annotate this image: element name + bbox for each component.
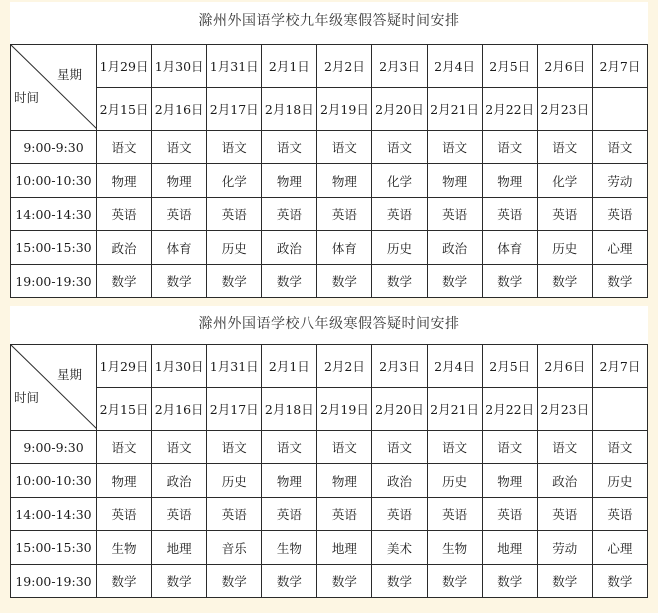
subject-cell: 历史 bbox=[537, 231, 592, 265]
date-cell: 2月18日 bbox=[262, 88, 317, 131]
table-row bbox=[11, 164, 648, 198]
subject-cell: 英语 bbox=[152, 198, 207, 231]
subject-cell: 英语 bbox=[592, 198, 647, 231]
subject-cell: 数学 bbox=[97, 565, 152, 598]
time-slot-cell: 14:00-14:30 bbox=[11, 198, 97, 231]
subject-cell: 物理 bbox=[427, 164, 482, 198]
subject-cell: 英语 bbox=[207, 198, 262, 231]
subject-cell: 历史 bbox=[207, 464, 262, 498]
subject-cell: 数学 bbox=[592, 265, 647, 298]
date-cell: 2月19日 bbox=[317, 388, 372, 431]
date-cell: 2月6日 bbox=[537, 45, 592, 88]
subject-cell: 英语 bbox=[262, 498, 317, 531]
subject-cell: 数学 bbox=[592, 565, 647, 598]
subject-cell: 劳动 bbox=[592, 164, 647, 198]
date-cell: 2月16日 bbox=[152, 88, 207, 131]
date-cell: 2月19日 bbox=[317, 88, 372, 131]
time-slot-cell: 10:00-10:30 bbox=[11, 464, 97, 498]
date-cell: 2月18日 bbox=[262, 388, 317, 431]
subject-cell: 英语 bbox=[152, 498, 207, 531]
subject-cell: 体育 bbox=[482, 231, 537, 265]
subject-cell: 地理 bbox=[317, 531, 372, 565]
corner-week-label: 星期 bbox=[56, 67, 82, 82]
subject-cell: 数学 bbox=[207, 265, 262, 298]
subject-cell: 政治 bbox=[97, 231, 152, 265]
subject-cell: 数学 bbox=[427, 565, 482, 598]
subject-cell: 英语 bbox=[97, 198, 152, 231]
subject-cell: 语文 bbox=[262, 431, 317, 464]
subject-cell: 历史 bbox=[427, 464, 482, 498]
date-cell: 2月22日 bbox=[482, 388, 537, 431]
subject-cell: 历史 bbox=[592, 464, 647, 498]
subject-cell: 语文 bbox=[592, 131, 647, 164]
date-cell: 2月4日 bbox=[427, 45, 482, 88]
subject-cell: 数学 bbox=[317, 565, 372, 598]
subject-cell: 物理 bbox=[97, 164, 152, 198]
date-cell: 1月31日 bbox=[207, 345, 262, 388]
subject-cell: 物理 bbox=[317, 464, 372, 498]
subject-cell: 语文 bbox=[152, 131, 207, 164]
subject-cell: 数学 bbox=[372, 565, 427, 598]
subject-cell: 数学 bbox=[97, 265, 152, 298]
table-row bbox=[11, 265, 648, 298]
subject-cell: 美术 bbox=[372, 531, 427, 565]
subject-cell: 英语 bbox=[592, 498, 647, 531]
date-cell: 2月7日 bbox=[592, 45, 647, 88]
subject-cell: 英语 bbox=[207, 498, 262, 531]
date-cell: 1月30日 bbox=[152, 45, 207, 88]
subject-cell: 数学 bbox=[262, 565, 317, 598]
time-slot-cell: 9:00-9:30 bbox=[11, 131, 97, 164]
subject-cell: 英语 bbox=[482, 498, 537, 531]
date-cell bbox=[592, 388, 647, 431]
subject-cell: 英语 bbox=[482, 198, 537, 231]
subject-cell: 历史 bbox=[372, 231, 427, 265]
grade9-schedule-table bbox=[10, 44, 648, 298]
table-row bbox=[11, 531, 648, 565]
date-cell: 2月21日 bbox=[427, 388, 482, 431]
subject-cell: 政治 bbox=[262, 231, 317, 265]
subject-cell: 数学 bbox=[207, 565, 262, 598]
corner-header-cell bbox=[11, 345, 97, 431]
date-cell: 2月7日 bbox=[592, 345, 647, 388]
subject-cell: 数学 bbox=[152, 565, 207, 598]
subject-cell: 英语 bbox=[427, 198, 482, 231]
subject-cell: 化学 bbox=[537, 164, 592, 198]
subject-cell: 体育 bbox=[317, 231, 372, 265]
date-cell: 2月15日 bbox=[97, 88, 152, 131]
grade8-title: 滁州外国语学校八年级寒假答疑时间安排 bbox=[198, 316, 460, 332]
subject-cell: 地理 bbox=[482, 531, 537, 565]
date-cell: 2月23日 bbox=[537, 88, 592, 131]
date-cell: 1月29日 bbox=[97, 345, 152, 388]
subject-cell: 语文 bbox=[317, 431, 372, 464]
date-cell: 1月31日 bbox=[207, 45, 262, 88]
subject-cell: 生物 bbox=[262, 531, 317, 565]
table-row bbox=[11, 565, 648, 598]
subject-cell: 化学 bbox=[207, 164, 262, 198]
subject-cell: 语文 bbox=[537, 431, 592, 464]
time-slot-cell: 19:00-19:30 bbox=[11, 565, 97, 598]
subject-cell: 数学 bbox=[482, 565, 537, 598]
subject-cell: 物理 bbox=[482, 464, 537, 498]
subject-cell: 语文 bbox=[482, 131, 537, 164]
date-cell: 2月4日 bbox=[427, 345, 482, 388]
subject-cell: 英语 bbox=[537, 198, 592, 231]
date-cell: 2月16日 bbox=[152, 388, 207, 431]
subject-cell: 英语 bbox=[317, 198, 372, 231]
grade8-schedule-table bbox=[10, 344, 648, 598]
date-cell: 2月1日 bbox=[262, 345, 317, 388]
grade9-title: 滁州外国语学校九年级寒假答疑时间安排 bbox=[198, 13, 460, 29]
subject-cell: 数学 bbox=[152, 265, 207, 298]
subject-cell: 语文 bbox=[97, 131, 152, 164]
date-row-2 bbox=[11, 388, 648, 431]
subject-cell: 数学 bbox=[317, 265, 372, 298]
subject-cell: 物理 bbox=[262, 464, 317, 498]
subject-cell: 历史 bbox=[207, 231, 262, 265]
subject-cell: 物理 bbox=[482, 164, 537, 198]
date-cell: 2月23日 bbox=[537, 388, 592, 431]
subject-cell: 政治 bbox=[372, 464, 427, 498]
subject-cell: 生物 bbox=[97, 531, 152, 565]
subject-cell: 语文 bbox=[427, 131, 482, 164]
corner-time-label: 时间 bbox=[14, 90, 40, 105]
table-row bbox=[11, 464, 648, 498]
subject-cell: 物理 bbox=[97, 464, 152, 498]
date-row-2 bbox=[11, 88, 648, 131]
subject-cell: 英语 bbox=[372, 498, 427, 531]
date-cell: 2月21日 bbox=[427, 88, 482, 131]
date-cell: 2月17日 bbox=[207, 388, 262, 431]
table-row bbox=[11, 498, 648, 531]
subject-cell: 英语 bbox=[317, 498, 372, 531]
date-cell: 2月3日 bbox=[372, 345, 427, 388]
date-cell: 2月5日 bbox=[482, 45, 537, 88]
time-slot-cell: 15:00-15:30 bbox=[11, 231, 97, 265]
date-cell: 2月15日 bbox=[97, 388, 152, 431]
subject-cell: 劳动 bbox=[537, 531, 592, 565]
subject-cell: 数学 bbox=[537, 565, 592, 598]
subject-cell: 英语 bbox=[372, 198, 427, 231]
date-cell: 2月22日 bbox=[482, 88, 537, 131]
date-row-1 bbox=[11, 45, 648, 88]
subject-cell: 物理 bbox=[152, 164, 207, 198]
subject-cell: 政治 bbox=[427, 231, 482, 265]
date-cell: 2月3日 bbox=[372, 45, 427, 88]
subject-cell: 语文 bbox=[262, 131, 317, 164]
date-cell: 1月30日 bbox=[152, 345, 207, 388]
table-row bbox=[11, 231, 648, 265]
subject-cell: 数学 bbox=[482, 265, 537, 298]
subject-cell: 语文 bbox=[207, 431, 262, 464]
time-slot-cell: 9:00-9:30 bbox=[11, 431, 97, 464]
time-slot-cell: 19:00-19:30 bbox=[11, 265, 97, 298]
date-cell: 2月1日 bbox=[262, 45, 317, 88]
subject-cell: 化学 bbox=[372, 164, 427, 198]
subject-cell: 英语 bbox=[537, 498, 592, 531]
date-cell: 2月20日 bbox=[372, 388, 427, 431]
date-cell: 2月2日 bbox=[317, 45, 372, 88]
subject-cell: 语文 bbox=[97, 431, 152, 464]
date-cell: 2月6日 bbox=[537, 345, 592, 388]
date-cell: 1月29日 bbox=[97, 45, 152, 88]
subject-cell: 政治 bbox=[537, 464, 592, 498]
table-row bbox=[11, 198, 648, 231]
corner-time-label: 时间 bbox=[14, 390, 40, 405]
corner-week-label: 星期 bbox=[56, 367, 82, 382]
subject-cell: 语文 bbox=[372, 131, 427, 164]
corner-header-cell bbox=[11, 45, 97, 131]
subject-cell: 语文 bbox=[537, 131, 592, 164]
subject-cell: 体育 bbox=[152, 231, 207, 265]
subject-cell: 物理 bbox=[317, 164, 372, 198]
subject-cell: 英语 bbox=[97, 498, 152, 531]
subject-cell: 政治 bbox=[152, 464, 207, 498]
subject-cell: 语文 bbox=[152, 431, 207, 464]
subject-cell: 数学 bbox=[262, 265, 317, 298]
subject-cell: 物理 bbox=[262, 164, 317, 198]
subject-cell: 语文 bbox=[482, 431, 537, 464]
subject-cell: 语文 bbox=[372, 431, 427, 464]
subject-cell: 数学 bbox=[372, 265, 427, 298]
subject-cell: 心理 bbox=[592, 231, 647, 265]
date-row-1 bbox=[11, 345, 648, 388]
subject-cell: 语文 bbox=[207, 131, 262, 164]
table-row bbox=[11, 431, 648, 464]
date-cell: 2月5日 bbox=[482, 345, 537, 388]
table-row bbox=[11, 131, 648, 164]
subject-cell: 语文 bbox=[317, 131, 372, 164]
time-slot-cell: 10:00-10:30 bbox=[11, 164, 97, 198]
subject-cell: 英语 bbox=[427, 498, 482, 531]
date-cell: 2月20日 bbox=[372, 88, 427, 131]
time-slot-cell: 15:00-15:30 bbox=[11, 531, 97, 565]
subject-cell: 数学 bbox=[427, 265, 482, 298]
subject-cell: 英语 bbox=[262, 198, 317, 231]
subject-cell: 数学 bbox=[537, 265, 592, 298]
subject-cell: 心理 bbox=[592, 531, 647, 565]
subject-cell: 语文 bbox=[427, 431, 482, 464]
subject-cell: 音乐 bbox=[207, 531, 262, 565]
time-slot-cell: 14:00-14:30 bbox=[11, 498, 97, 531]
subject-cell: 生物 bbox=[427, 531, 482, 565]
subject-cell: 语文 bbox=[592, 431, 647, 464]
date-cell: 2月17日 bbox=[207, 88, 262, 131]
date-cell bbox=[592, 88, 647, 131]
date-cell: 2月2日 bbox=[317, 345, 372, 388]
subject-cell: 地理 bbox=[152, 531, 207, 565]
